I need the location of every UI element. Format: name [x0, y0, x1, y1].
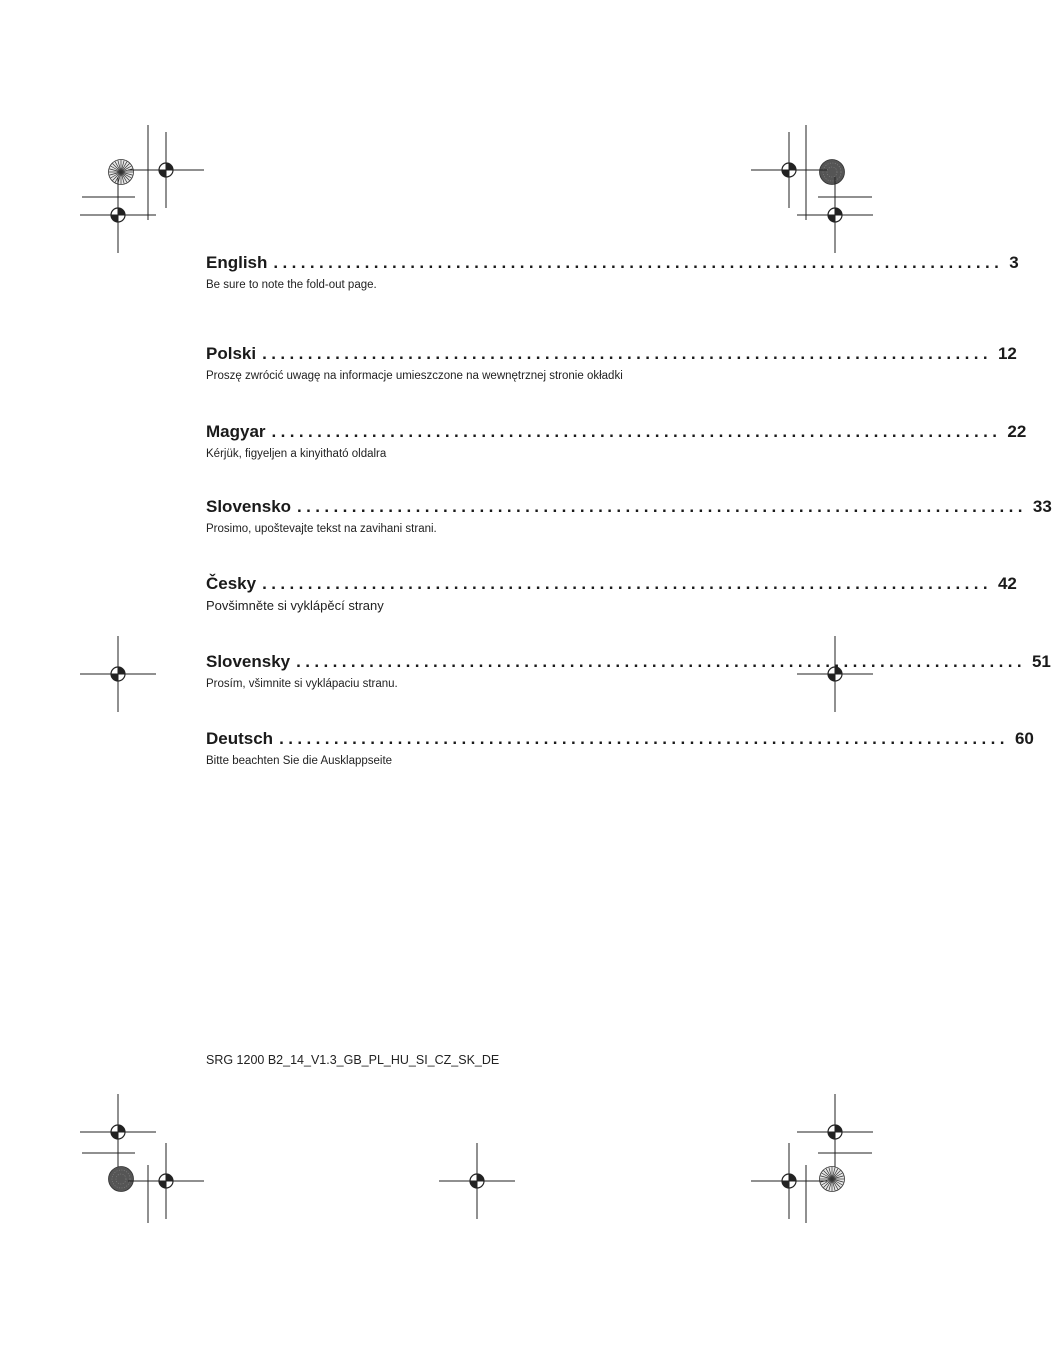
registration-mark-icon: [439, 1143, 515, 1219]
toc-leader-dots: ................................................................................: [297, 497, 1027, 516]
toc-note: Prosím, všimnite si vyklápaciu stranu.: [206, 678, 398, 690]
toc-note: Be sure to note the fold-out page.: [206, 279, 377, 291]
toc-note: Bitte beachten Sie die Ausklappseite: [206, 755, 393, 767]
registration-mark-icon: [797, 1094, 873, 1170]
toc-note: Povšimněte si vyklápěcí strany: [206, 598, 384, 613]
toc-language: English: [206, 253, 268, 272]
toc-page-number: 60: [1014, 729, 1034, 748]
starburst-icon: [820, 1167, 845, 1192]
toc-entry-deutsch[interactable]: [206, 729, 1034, 768]
toc-leader-dots: ................................................................................: [273, 253, 1004, 272]
toc-language: Polski: [206, 344, 257, 363]
toc-language: Slovensky: [206, 652, 291, 671]
toc-leader-dots: ................................................................................: [262, 574, 992, 593]
toc-language: Magyar: [206, 422, 266, 441]
registration-mark-icon: [80, 636, 156, 712]
toc-page-number: 22: [1007, 422, 1027, 441]
registration-mark-icon: [128, 132, 204, 208]
toc-entry-polski[interactable]: [206, 344, 1017, 383]
dotted-circle-icon: [109, 1167, 134, 1192]
toc-entry-slovensko[interactable]: [206, 497, 1052, 536]
registration-mark-icon: [751, 1143, 827, 1219]
registration-mark-icon: [797, 177, 873, 253]
toc-page-number: 51: [1031, 652, 1051, 671]
toc-page-number: 33: [1032, 497, 1052, 516]
registration-mark-icon: [128, 1143, 204, 1219]
toc-language: Česky: [206, 574, 257, 593]
toc-page-number: 3: [1009, 253, 1019, 272]
toc-entry-magyar[interactable]: [206, 422, 1027, 461]
toc-leader-dots: ................................................................................: [262, 344, 992, 363]
toc-leader-dots: ................................................................................: [279, 729, 1009, 748]
toc-entry-english[interactable]: [206, 253, 1019, 292]
toc-leader-dots: ................................................................................: [296, 652, 1026, 671]
toc-entry-cesky[interactable]: [206, 574, 1017, 613]
dotted-circle-icon: [820, 160, 845, 185]
registration-mark-icon: [751, 132, 827, 208]
toc-note: Proszę zwrócić uwagę na informacje umieszczone na wewnętrznej stronie okładki: [206, 370, 623, 382]
toc-language: Deutsch: [206, 729, 274, 748]
document-code: SRG 1200 B2_14_V1.3_GB_PL_HU_SI_CZ_SK_DE: [206, 1053, 500, 1067]
toc-language: Slovensko: [206, 497, 292, 516]
toc-page-number: 12: [997, 344, 1017, 363]
toc-page-number: 42: [997, 574, 1017, 593]
toc-leader-dots: ................................................................................: [271, 422, 1002, 441]
registration-mark-icon: [80, 177, 156, 253]
registration-mark-icon: [80, 1094, 156, 1170]
registration-mark-icon: [797, 636, 873, 712]
toc-note: Kérjük, figyeljen a kinyitható oldalra: [206, 448, 387, 460]
toc-note: Prosimo, upoštevajte tekst na zavihani strani.: [206, 523, 437, 535]
starburst-icon: [109, 160, 134, 185]
toc-entry-slovensky[interactable]: [206, 652, 1051, 691]
